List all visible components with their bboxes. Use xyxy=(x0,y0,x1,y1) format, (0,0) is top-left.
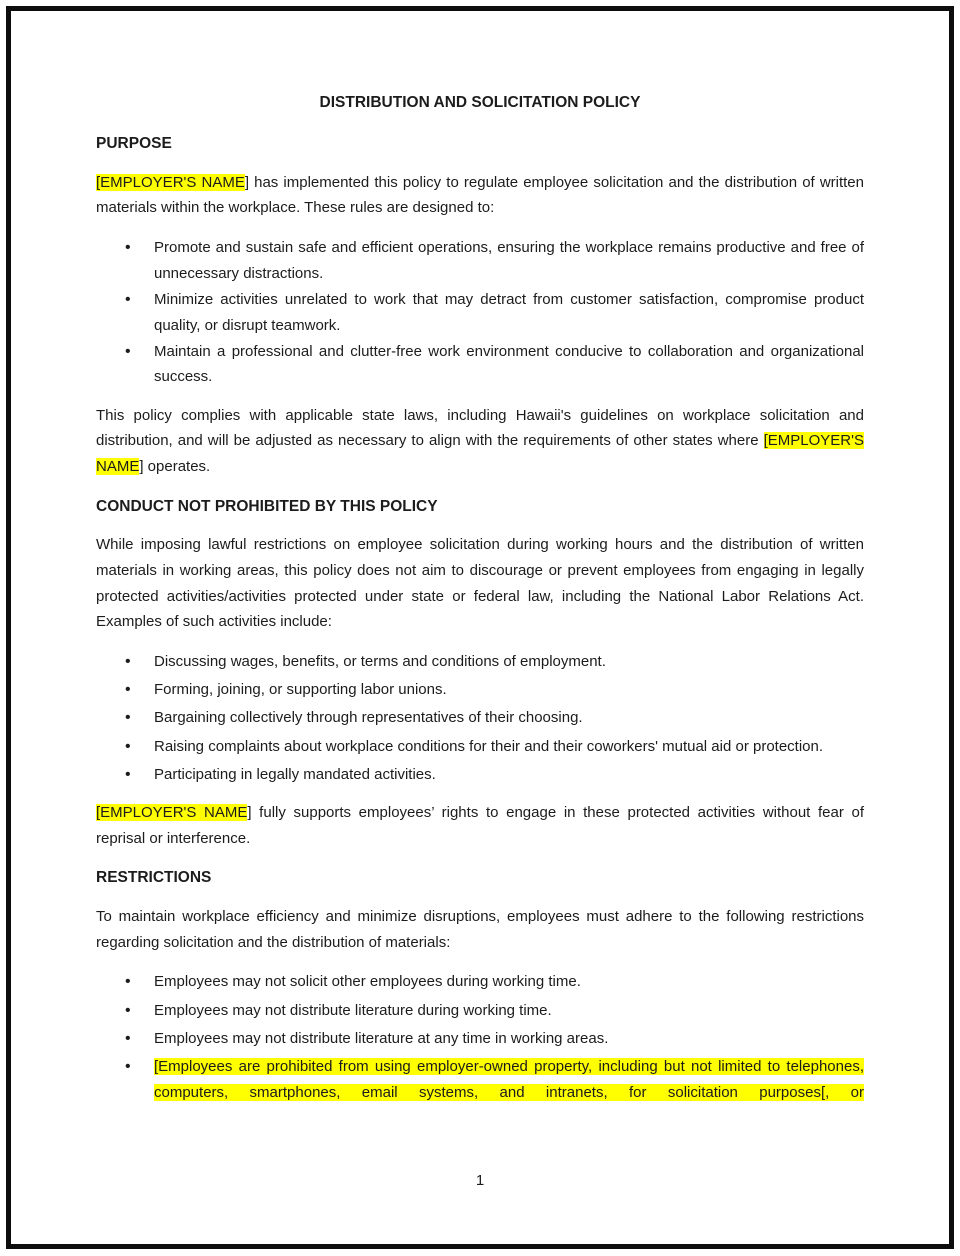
purpose-intro-paragraph xyxy=(96,170,864,221)
bullet-icon: • xyxy=(125,765,131,783)
compliance-paragraph xyxy=(96,403,864,480)
list-item xyxy=(96,998,864,1024)
bullet-icon: • xyxy=(125,238,131,256)
bullet-icon: • xyxy=(125,1029,131,1047)
list-item-text: Employees may not distribute literature at any time in working areas. xyxy=(154,1029,609,1047)
section-restrictions xyxy=(96,865,864,1105)
list-item-text: Bargaining collectively through representatives of their choosing. xyxy=(154,709,583,727)
bullet-icon: • xyxy=(125,973,131,991)
highlighted-clause-text: [Employees are prohibited from using employer-owned property, including but not limited to telephones, computers, smartphones, email systems, and intranets, for solicitation purposes[, or xyxy=(154,1057,864,1101)
bullet-icon: • xyxy=(125,653,131,671)
list-item-text: Raising complaints about workplace conditions for their and their coworkers' mutual aid or protection. xyxy=(154,737,824,755)
document-body xyxy=(96,0,864,1105)
restrictions-intro-paragraph: To maintain workplace efficiency and minimize disruptions, employees must adhere to the following restrictions regarding solicitation and the distribution of materials: xyxy=(96,907,864,951)
page-number: 1 xyxy=(475,1172,485,1189)
purpose-heading: PURPOSE xyxy=(96,135,172,152)
section-purpose xyxy=(96,131,864,480)
bullet-icon: • xyxy=(125,681,131,699)
compliance-text-pre: This policy complies with applicable state laws, including Hawaii's guidelines on workplace solicitation and distribution, and will be adjusted as necessary to align with the requirements of other states where xyxy=(96,406,864,450)
employer-name-placeholder: [EMPLOYER'S NAME xyxy=(96,804,248,822)
list-item-text: Employees may not distribute literature during working time. xyxy=(154,1001,552,1019)
list-item xyxy=(96,339,864,390)
restrictions-bullet-list xyxy=(96,969,864,1105)
bullet-icon: • xyxy=(125,1057,131,1075)
section-conduct xyxy=(96,494,864,852)
restrictions-heading: RESTRICTIONS xyxy=(96,869,212,887)
purpose-bullet-list xyxy=(96,235,864,390)
compliance-text-post: ] operates. xyxy=(139,458,211,476)
conduct-intro-paragraph: While imposing lawful restrictions on employee solicitation during working hours and the distribution of written materials in working areas, this policy does not aim to discourage or prevent employees from engaging in legally protected activities/activities protected under state or federal law, including the National Labor Relations Act. Examples of such activities include: xyxy=(96,536,864,631)
list-item-text: Minimize activities unrelated to work that may detract from customer satisfaction, compromise product quality, or disrupt teamwork. xyxy=(154,290,864,334)
list-item-text: Maintain a professional and clutter-free work environment conducive to collaboration and organizational success. xyxy=(154,342,864,386)
list-item xyxy=(96,287,864,338)
list-item-text: Forming, joining, or supporting labor unions. xyxy=(154,681,447,699)
employer-name-placeholder: [EMPLOYER'S NAME xyxy=(96,173,245,191)
bullet-icon: • xyxy=(125,709,131,727)
list-item xyxy=(96,762,864,788)
conduct-bullet-list xyxy=(96,649,864,788)
support-text: ] fully supports employees’ rights to engage in these protected activities without fear of reprisal or interference. xyxy=(96,804,864,847)
list-item-text: Promote and sustain safe and efficient operations, ensuring the workplace remains productive and free of unnecessary distractions. xyxy=(154,238,864,282)
support-paragraph xyxy=(96,800,864,851)
purpose-intro-text: ] has implemented this policy to regulate employee solicitation and the distribution of written materials within the workplace. These rules are designed to: xyxy=(96,173,864,217)
list-item-text: Discussing wages, benefits, or terms and conditions of employment. xyxy=(154,653,606,671)
conduct-heading: CONDUCT NOT PROHIBITED BY THIS POLICY xyxy=(96,497,438,515)
document-title: DISTRIBUTION AND SOLICITATION POLICY xyxy=(319,94,641,111)
bullet-icon: • xyxy=(125,1001,131,1019)
list-item xyxy=(96,969,864,995)
list-item-text: Participating in legally mandated activities. xyxy=(154,765,436,783)
highlighted-clause xyxy=(154,1054,864,1105)
bullet-icon: • xyxy=(125,342,131,360)
list-item xyxy=(96,734,864,760)
list-item xyxy=(96,649,864,675)
list-item xyxy=(96,1054,864,1105)
list-item xyxy=(96,705,864,731)
bullet-icon: • xyxy=(125,290,131,308)
list-item xyxy=(96,677,864,703)
list-item-text: Employees may not solicit other employees during working time. xyxy=(154,973,581,991)
list-item xyxy=(96,235,864,286)
list-item xyxy=(96,1026,864,1052)
bullet-icon: • xyxy=(125,737,131,755)
employer-name-placeholder: [EMPLOYER'S NAME xyxy=(96,432,864,476)
